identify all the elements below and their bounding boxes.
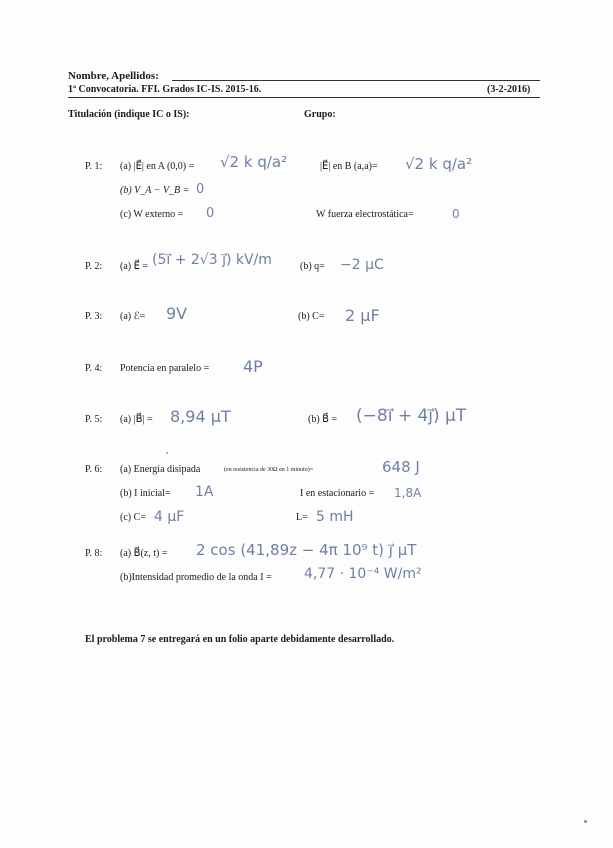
p8-a: (a) B⃗(z, t) = (120, 548, 168, 559)
p3-label: P. 3: (85, 311, 103, 322)
p4-label: P. 4: (85, 363, 103, 374)
p6-a-small: (en resistencia de 30Ω en 1 minuto)= (224, 467, 314, 473)
p6-a: (a) Energía disipada (120, 464, 201, 475)
p6-c-left: (c) C= (120, 512, 146, 523)
p8-label: P. 8: (85, 548, 103, 559)
p1-a-right-answer: √2 k q/a² (405, 155, 473, 173)
titulacion-label: Titulación (indique IC o IS): (68, 109, 190, 120)
grupo-label: Grupo: (304, 109, 336, 120)
p2-a: (a) E⃗ = (120, 261, 149, 272)
p5-label: P. 5: (85, 414, 103, 425)
p1-c-right: W fuerza electrostática= (316, 209, 414, 220)
p3-b-answer: 2 μF (345, 306, 380, 325)
p5-b: (b) B⃗ = (308, 414, 338, 425)
p3-a: (a) ℰ= (120, 311, 146, 322)
exam-date: (3-2-2016) (487, 84, 531, 95)
p6-c-left-answer: 4 μF (154, 509, 185, 525)
p6-label: P. 6: (85, 464, 103, 475)
p3-a-answer: 9V (166, 304, 188, 323)
p1-b-answer: 0 (196, 182, 205, 197)
p1-c-left: (c) W externo = (120, 209, 184, 220)
p5-b-answer: (−8i⃗ + 4j⃗) μT (356, 406, 467, 426)
p4-text: Potencia en paralelo = (120, 363, 210, 374)
p8-b: (b)Intensidad promedio de la onda I = (120, 572, 272, 583)
name-line (172, 80, 540, 81)
p5-a-answer: 8,94 μT (170, 407, 231, 426)
p8-a-answer: 2 cos (41,89z − 4π 10⁹ t) j⃗ μT (196, 541, 417, 559)
p6-c-right-answer: 5 mH (316, 509, 354, 525)
scan-artifact (584, 820, 587, 823)
p2-b: (b) q= (300, 261, 325, 272)
p6-a-answer: 648 J (382, 458, 420, 476)
p4-answer: 4P (243, 357, 263, 376)
exam-line: 1ª Convocatoria. FFI. Grados IC-IS. 2015-16. (68, 84, 262, 95)
p6-c-right: L= (296, 512, 308, 523)
p6-b-left-answer: 1A (195, 484, 214, 500)
p1-a-left: (a) |E⃗| en A (0,0) = (120, 161, 195, 172)
p2-b-answer: −2 μC (340, 257, 384, 273)
header-rule (68, 97, 540, 98)
p6-b-left: (b) I inicial= (120, 488, 171, 499)
p1-a-left-answer: √2 k q/a² (220, 153, 288, 171)
p5-a: (a) |B⃗| = (120, 414, 153, 425)
p6-b-right: I en estacionario = (300, 488, 375, 499)
p1-c-left-answer: 0 (206, 206, 215, 221)
p1-b: (b) V_A − V_B = (120, 185, 190, 196)
p2-a-answer: (5i⃗ + 2√3 j⃗) kV/m (152, 252, 272, 268)
p1-a-right: |E⃗| en B (a,a)= (320, 161, 378, 172)
p6-b-right-answer: 1,8A (394, 486, 422, 500)
p1-c-right-answer: 0 (452, 207, 460, 221)
p8-b-answer: 4,77 · 10⁻⁴ W/m² (304, 566, 422, 582)
stray-mark (166, 452, 168, 454)
name-label: Nombre, Apellidos: (68, 70, 159, 82)
p1-label: P. 1: (85, 161, 103, 172)
footer-note: El problema 7 se entregará en un folio aparte debidamente desarrollado. (85, 634, 395, 645)
p3-b: (b) C= (298, 311, 325, 322)
p2-label: P. 2: (85, 261, 103, 272)
